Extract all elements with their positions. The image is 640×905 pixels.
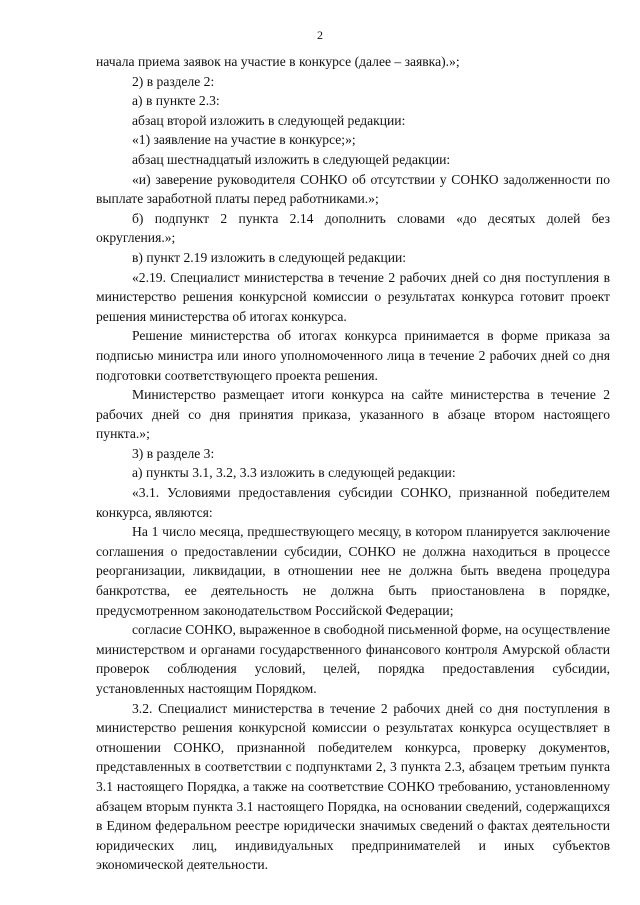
paragraph: согласие СОНКО, выраженное в свободной письменной форме, на осуществление министерством и органами государственного финансового контроля Амурской области проверок соблюдения условий, целей, порядка предоставления субсидии, установленных настоящим Порядком. bbox=[96, 622, 610, 696]
paragraph: «и) заверение руководителя СОНКО об отсутствии у СОНКО задолженности по выплате заработной платы перед работниками.»; bbox=[96, 171, 610, 207]
paragraph: начала приема заявок на участие в конкурсе (далее – заявка).»; bbox=[96, 54, 460, 69]
paragraph: «2.19. Специалист министерства в течение 2 рабочих дней со дня поступления в министерство решения конкурсной комиссии о результатах конкурса готовит проект решения министерства об итогах конкурса. bbox=[96, 269, 610, 324]
paragraph: «3.1. Условиями предоставления субсидии СОНКО, признанной победителем конкурса, являются: bbox=[96, 485, 610, 520]
page-number: 2 bbox=[317, 28, 323, 42]
paragraph: а) в пункте 2.3: bbox=[132, 93, 220, 109]
paragraph: 3.2. Специалист министерства в течение 2 рабочих дней со дня поступления в министерство решения конкурсной комиссии о результатах конкурса осуществляет в отношении СОНКО, признанной победителем конкурса, проверку документов, представленных в соответствии с подпунктами 2, 3 пункта 2.3, абзацем третьим пункта 3.1 настоящего Порядка, а также на соответствие СОНКО требованию, установленному абзацем вторым пункта 3.1 настоящего Порядка, на основании сведений, содержащихся в Едином федеральном реестре юридически значимых сведений о фактах деятельности юридических лиц, индивидуальных предпринимателей и иных субъектов экономической деятельности. bbox=[96, 700, 610, 873]
document-body bbox=[96, 52, 610, 875]
paragraph: б) подпункт 2 пункта 2.14 дополнить словами «до десятых долей без округления.»; bbox=[96, 210, 610, 246]
paragraph: абзац шестнадцатый изложить в следующей редакции: bbox=[132, 151, 451, 167]
paragraph: абзац второй изложить в следующей редакции: bbox=[132, 112, 406, 128]
paragraph: 2) в разделе 2: bbox=[132, 73, 215, 89]
paragraph: «1) заявление на участие в конкурсе;»; bbox=[132, 132, 356, 148]
paragraph: 3) в разделе 3: bbox=[132, 445, 215, 461]
paragraph: а) пункты 3.1, 3.2, 3.3 изложить в следующей редакции: bbox=[132, 465, 456, 481]
paragraph: Решение министерства об итогах конкурса принимается в форме приказа за подписью министра или иного уполномоченного лица в течение 2 рабочих дней со дня подготовки соответствующего проекта решения. bbox=[96, 328, 610, 383]
paragraph: На 1 число месяца, предшествующего месяцу, в котором планируется заключение соглашения о предоставлении субсидии, СОНКО не должна находиться в процессе реорганизации, ликвидации, в отношении нее не должна быть введена процедура банкротства, ее деятельность не должна быть приостановлена в порядке, предусмотренном законодательством Российской Федерации; bbox=[96, 524, 610, 618]
paragraph: Министерство размещает итоги конкурса на сайте министерства в течение 2 рабочих дней со дня принятия приказа, указанного в абзаце втором настоящего пункта.»; bbox=[96, 387, 610, 442]
paragraph: в) пункт 2.19 изложить в следующей редакции: bbox=[132, 249, 407, 265]
